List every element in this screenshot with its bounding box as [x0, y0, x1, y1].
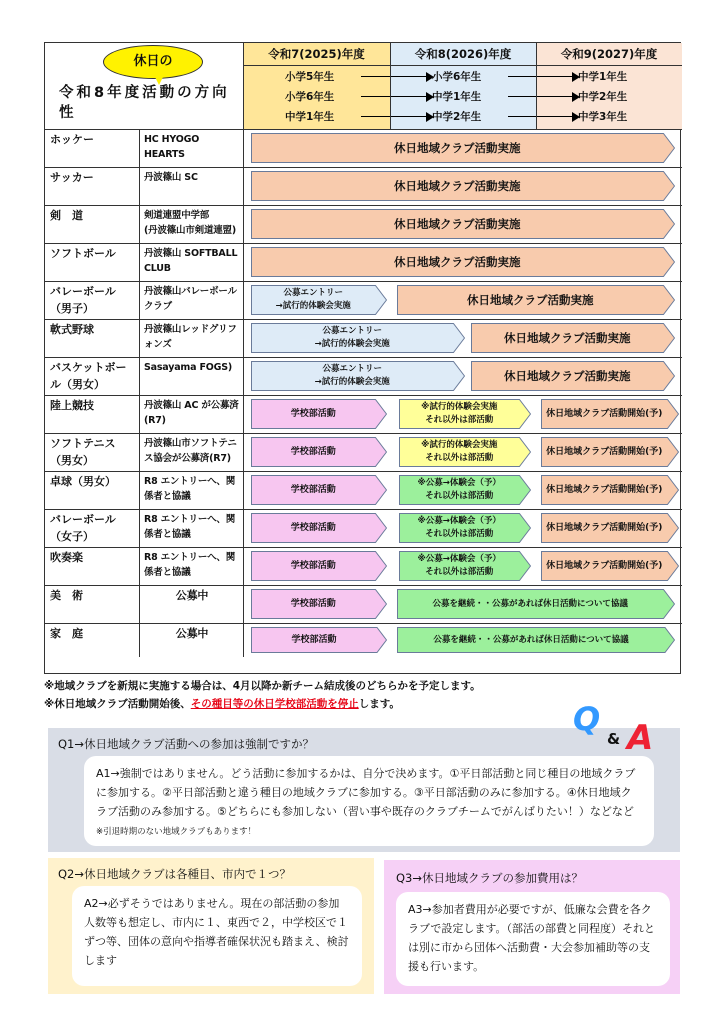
club-name: R8 エントリーへ、関係者と協議 — [144, 476, 236, 502]
club-name: 剣道連盟中学部 (丹波篠山市剣道連盟) — [144, 210, 236, 236]
grid-line — [390, 43, 391, 129]
grid-line — [45, 509, 682, 510]
grade-label: 中学1年生 — [578, 71, 628, 83]
q1-text: Q1→休日地域クラブ活動への参加は強制ですか？ — [58, 737, 315, 751]
bar-school-label: 学校部活動 — [291, 634, 337, 645]
grade-arrow-line — [508, 96, 574, 97]
bar-club-label: 休日地域クラブ活動実施 — [393, 254, 521, 269]
bar-club-label: 休日地域クラブ活動実施 — [393, 216, 521, 231]
bar-green-label: 公募を継続・・公募があれば休日活動について協議 — [433, 634, 629, 645]
sport-name: 家 庭 — [50, 627, 83, 640]
page-title: 令和8年度活動の方向性 — [59, 85, 230, 121]
bar-club-label: 休日地域クラブ活動実施 — [503, 368, 631, 383]
bar-start-label: 休日地域クラブ活動開始(予) — [546, 446, 663, 457]
sport-name: 剣 道 — [50, 209, 83, 222]
bar-club-label: 休日地域クラブ活動実施 — [393, 178, 521, 193]
bar-school — [251, 513, 387, 543]
bar-school-label: 学校部活動 — [290, 598, 336, 609]
club-name: 丹波篠山 SC — [144, 172, 198, 183]
bar-school — [251, 437, 387, 467]
qa-box-2 — [48, 858, 374, 994]
sport-name: 吹奏楽 — [50, 551, 83, 564]
a1-small: ※引退時期のない地域クラブもあります！ — [96, 827, 257, 837]
grid-line — [45, 357, 682, 358]
grid-line — [45, 433, 682, 434]
sport-name: 陸上競技 — [50, 399, 94, 412]
grid-line — [139, 129, 140, 657]
qa-box-1 — [48, 728, 680, 852]
a1-box — [84, 756, 654, 846]
bar-school — [251, 399, 387, 429]
note-2-pre: ※休日地域クラブ活動開始後、 — [44, 698, 191, 710]
grid-line — [45, 623, 682, 624]
bar-start — [541, 437, 679, 467]
bar-club-label: 休日地域クラブ活動実施 — [393, 140, 521, 155]
bar-club — [397, 285, 675, 315]
grade-label: 中学2年生 — [578, 91, 628, 103]
sport-name: バレーボール（女子） — [50, 513, 116, 543]
bar-trial — [399, 399, 531, 429]
sport-name: ソフトテニス（男女） — [50, 437, 116, 467]
club-name: 丹波篠山レッドグリフォンズ — [144, 324, 237, 350]
bar-club-label: 休日地域クラブ活動実施 — [466, 292, 594, 307]
bar-start — [541, 399, 679, 429]
bar-start — [541, 513, 679, 543]
bar-green-label: ※公募→体験会（予） それ以外は部活動 — [417, 478, 501, 501]
bar-club-label: 休日地域クラブ活動実施 — [503, 330, 631, 345]
grid-line — [243, 65, 682, 66]
grid-line — [45, 243, 682, 244]
grade-label: 中学1年生 — [285, 111, 335, 123]
qa-box-3 — [384, 860, 680, 994]
sport-name: バレーボール（男子） — [50, 285, 116, 315]
bar-green — [397, 589, 675, 619]
bar-trial-label: ※試行的体験会実施 それ以外は部活動 — [421, 402, 498, 425]
club-name: 丹波篠山 SOFTBALL CLUB — [144, 248, 238, 274]
grid-line — [45, 585, 682, 586]
bar-start-label: 休日地域クラブ活動開始(予) — [546, 560, 663, 571]
sport-name: ホッケー — [50, 133, 94, 146]
club-name: 丹波篠山市ソフトテニス協会が公募済(R7) — [144, 438, 237, 464]
bar-club — [251, 209, 675, 239]
grade-arrow-head — [572, 72, 580, 82]
bar-entry — [251, 323, 465, 353]
sport-name: 卓球（男女） — [50, 475, 116, 488]
bar-green-label: ※公募→体験会（予） それ以外は部活動 — [417, 554, 501, 577]
a1-text: A1→強制ではありません。どう活動に参加するかは、自分で決めます。①平日部活動と同じ種目の地域クラブに参加する。②平日部活動と違う種目の地域クラブに参加する。③平日部活動のみに参加する。④休日地域クラブ活動のみ参加する。⑤どちらにも参加しない（習い事や既存のクラブチームでがんばりたい！）などなど — [96, 767, 636, 818]
note-2-post: します。 — [358, 698, 400, 710]
note-2-red: その種目等の休日学校部活動を停止 — [190, 698, 359, 710]
a3-box — [396, 892, 670, 986]
club-name: HC HYOGO HEARTS — [144, 134, 200, 160]
grade-arrow-head — [426, 112, 434, 122]
grade-label: 中学2年生 — [432, 111, 482, 123]
grade-label: 中学3年生 — [578, 111, 628, 123]
holiday-bubble: 休日の — [103, 45, 203, 79]
q2-text: Q2→休日地域クラブは各種目、市内で１つ？ — [58, 867, 292, 881]
grid-line — [45, 205, 682, 206]
grade-arrow-line — [508, 76, 574, 77]
club-name: 公募中 — [175, 589, 209, 602]
bar-club — [251, 247, 675, 277]
bar-school-label: 学校部活動 — [290, 560, 336, 571]
a2-text: A2→必ずそうではありません。現在の部活動の参加人数等も想定し、市内に１、東西で２，中学校区で１ずつ等、団体の意向や指導者確保状況も踏まえ、検討します — [84, 897, 349, 967]
grid-line — [45, 471, 682, 472]
bar-entry-label: 公募エントリー →試行的体験会実施 — [314, 326, 390, 349]
bar-club — [471, 361, 675, 391]
grade-arrow-head — [572, 112, 580, 122]
bar-green — [399, 551, 531, 581]
a3-text: A3→参加者費用が必要ですが、低廉な会費を各クラブで設定します。（部活の部費と同程度）それとは別に市から団体へ活動費・大会参加補助等の支援も行います。 — [408, 903, 655, 973]
a2-box — [72, 886, 362, 986]
grid-line — [45, 395, 682, 396]
club-name: R8 エントリーへ、関係者と協議 — [144, 552, 236, 578]
sport-name: 美 術 — [50, 589, 83, 602]
bar-start-label: 休日地域クラブ活動開始(予) — [546, 408, 663, 419]
bar-start-label: 休日地域クラブ活動開始(予) — [546, 522, 663, 533]
grade-arrow-head — [426, 92, 434, 102]
amp-sign: & — [607, 730, 621, 748]
bar-green — [399, 475, 531, 505]
bar-trial — [399, 437, 531, 467]
grid-line — [45, 281, 682, 282]
bar-school — [251, 589, 387, 619]
bar-club — [471, 323, 675, 353]
year-header: 令和8(2026)年度 — [414, 47, 512, 61]
grade-arrow-head — [426, 72, 434, 82]
bar-club — [251, 133, 675, 163]
grid-line — [243, 43, 244, 657]
bar-school-label: 学校部活動 — [290, 522, 336, 533]
year-header: 令和7(2025)年度 — [268, 47, 365, 61]
grade-arrow-line — [361, 76, 428, 77]
club-name: 丹波篠山バレーボールクラブ — [144, 286, 237, 312]
grade-label: 中学1年生 — [432, 91, 482, 103]
club-name: Sasayama FOGS) — [144, 362, 232, 373]
note-1: ※地域クラブを新規に実施する場合は、4月以降か新チーム結成後のどちらかを予定します。 — [44, 680, 481, 692]
bar-school-label: 学校部活動 — [290, 408, 336, 419]
bar-start — [541, 551, 679, 581]
q3-text: Q3→休日地域クラブの参加費用は？ — [396, 871, 584, 885]
bar-entry — [251, 285, 387, 315]
bar-green-label: ※公募→体験会（予） それ以外は部活動 — [417, 516, 501, 539]
sport-name: ソフトボール — [50, 247, 116, 260]
grade-label: 小学5年生 — [285, 71, 335, 83]
a-letter: A — [627, 718, 654, 758]
grade-arrow-line — [361, 116, 428, 117]
note-2 — [44, 696, 400, 712]
bar-school-label: 学校部活動 — [290, 446, 336, 457]
grade-arrow-line — [361, 96, 428, 97]
bar-entry — [251, 361, 465, 391]
club-name: R8 エントリーへ、関係者と協議 — [144, 514, 236, 540]
sport-name: サッカー — [50, 171, 94, 184]
year-header: 令和9(2027)年度 — [560, 47, 658, 61]
club-name: 丹波篠山 AC が公募済(R7) — [144, 400, 239, 426]
grid-line — [536, 43, 537, 129]
bar-entry-label: 公募エントリー →試行的体験会実施 — [314, 364, 390, 387]
bar-green — [399, 513, 531, 543]
bar-school — [251, 475, 387, 505]
bar-school — [251, 627, 387, 653]
bar-start — [541, 475, 679, 505]
bar-school — [251, 551, 387, 581]
grid-line — [45, 167, 682, 168]
bar-green — [397, 627, 675, 653]
grade-arrow-head — [572, 92, 580, 102]
schedule-table — [44, 42, 681, 674]
grade-label: 小学6年生 — [285, 91, 335, 103]
q-letter: Q — [573, 700, 601, 738]
grid-line — [45, 547, 682, 548]
grade-label: 小学6年生 — [432, 71, 482, 83]
grid-line — [45, 319, 682, 320]
sport-name: バスケットボール（男女） — [50, 361, 127, 391]
grade-arrow-line — [508, 116, 574, 117]
bar-club — [251, 171, 675, 201]
club-name: 公募中 — [175, 627, 209, 640]
sport-name: 軟式野球 — [50, 323, 94, 336]
bar-green-label: 公募を継続・・公募があれば休日活動について協議 — [432, 598, 628, 609]
bar-school-label: 学校部活動 — [290, 484, 336, 495]
bar-trial-label: ※試行的体験会実施 それ以外は部活動 — [421, 440, 498, 463]
bar-start-label: 休日地域クラブ活動開始(予) — [546, 484, 663, 495]
bar-entry-label: 公募エントリー →試行的体験会実施 — [275, 288, 351, 311]
grid-line — [45, 129, 682, 130]
